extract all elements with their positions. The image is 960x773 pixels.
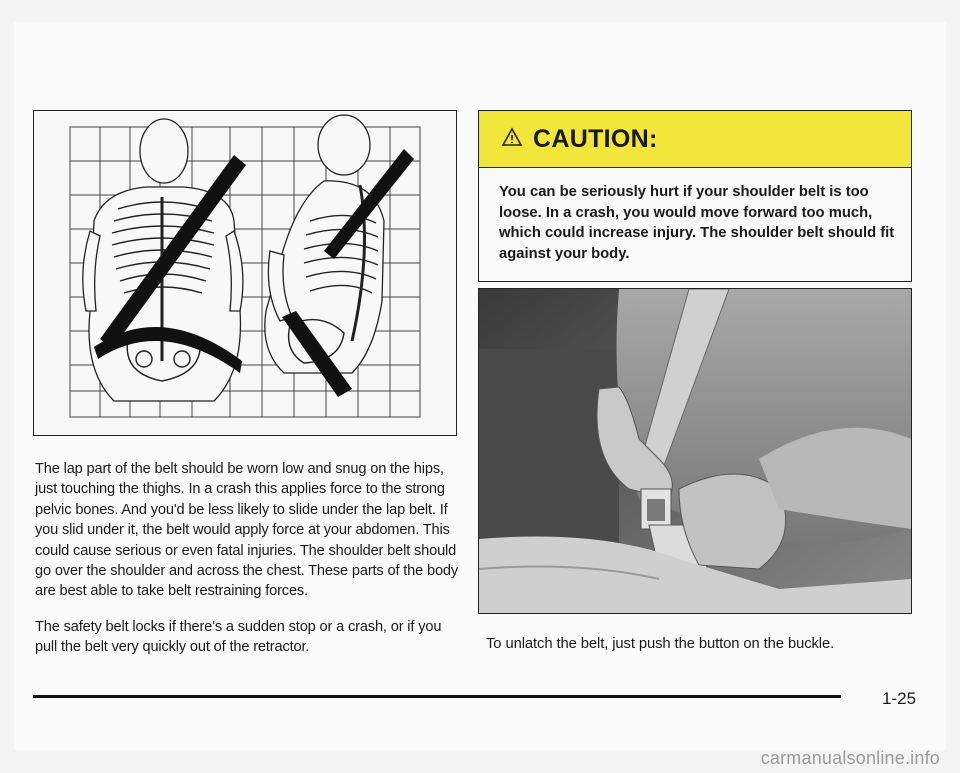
site-watermark: carmanualsonline.info [760, 748, 940, 768]
caution-header [479, 111, 911, 168]
seat-belt-skeleton-illustration-icon [34, 111, 456, 435]
photo-caption: To unlatch the belt, just push the button on the buckle. [486, 636, 835, 652]
caution-title: CAUTION: [533, 124, 658, 153]
footer-divider [33, 695, 841, 698]
caution-box [478, 110, 912, 282]
buckle-unlatch-photo-icon [479, 289, 911, 613]
seat-belt-skeleton-illustration [33, 110, 457, 436]
page-number: 1-25 [882, 689, 917, 708]
buckle-unlatch-photo [478, 288, 912, 614]
lap-belt-paragraph: The lap part of the belt should be worn low and snug on the hips, just touching the thighs. In a crash this applies force to the strong pelvic bones. And you'd be less likely to slide under the lap belt. If you slid under it, the belt would apply force at your abdomen. This could cause serious or even fatal injuries. The shoulder belt should go over the shoulder and across the chest. These parts of the body are best able to take belt restraining forces. [35, 461, 459, 600]
caution-text: You can be seriously hurt if your shoulder belt is too loose. In a crash, you would move forward too much, which could increase injury. The shoulder belt should fit against your body. [499, 184, 895, 262]
warning-triangle-icon [501, 125, 523, 154]
belt-lock-paragraph: The safety belt locks if there's a sudden stop or a crash, or if you pull the belt very quickly out of the retractor. [35, 619, 442, 656]
